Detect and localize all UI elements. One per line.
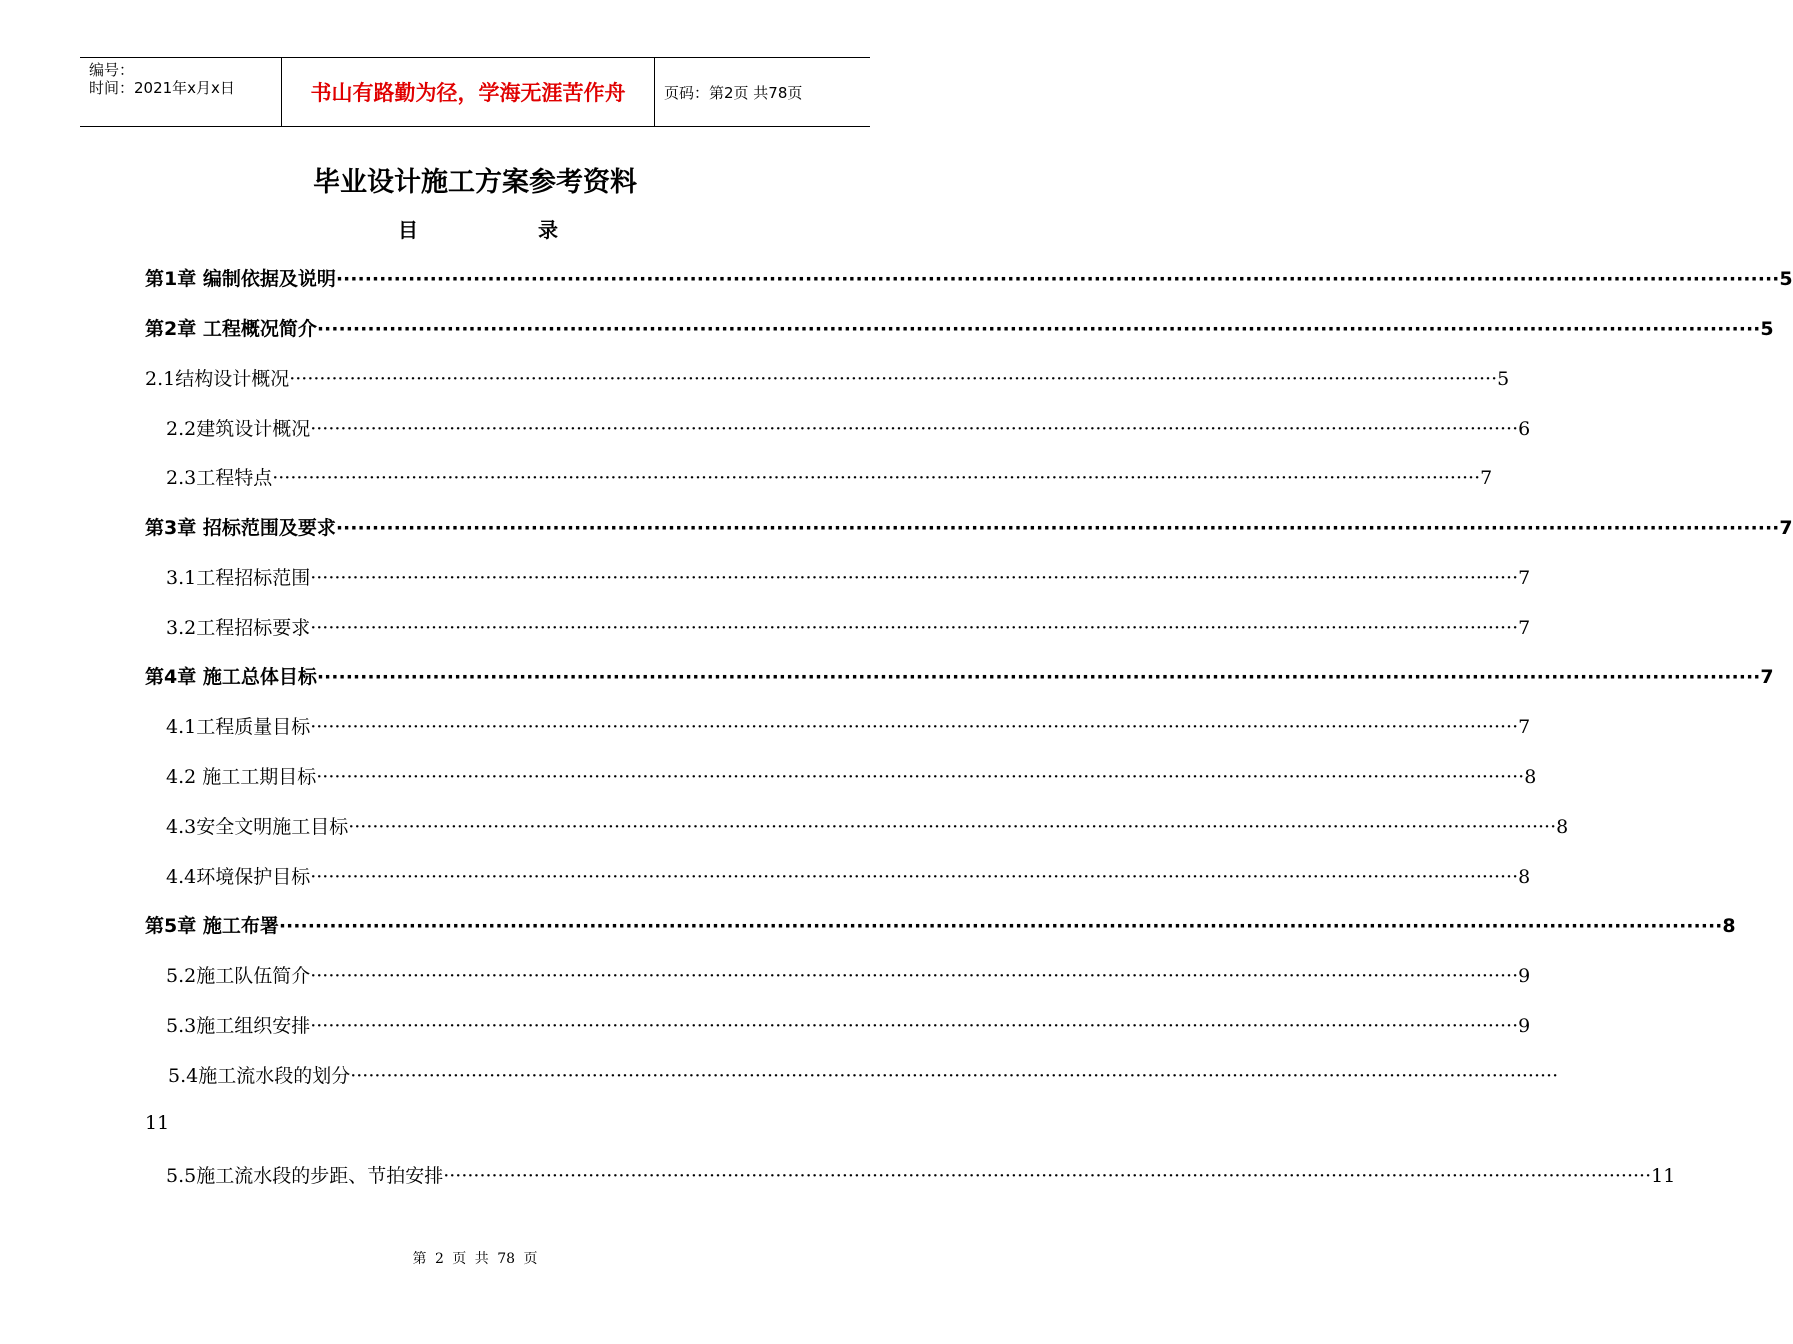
toc-entry-label: 4.1工程质量目标 <box>166 716 311 738</box>
toc-leader-dots: ········································································································································································································ <box>278 915 1723 937</box>
toc-entry[interactable] <box>145 911 1736 941</box>
toc-entry-page: 7 <box>1518 617 1531 639</box>
document-title: 毕业设计施工方案参考资料 <box>313 167 637 198</box>
toc-entry-label: 4.2 施工工期目标 <box>166 766 317 788</box>
header-motto: 书山有路勤为径，学海无涯苦作舟 <box>281 58 655 126</box>
toc-entry-label: 2.3工程特点 <box>166 467 273 489</box>
toc-leader-dots: ········································································································································································································ <box>310 716 1519 738</box>
toc-entry-label: 第4章 施工总体目标 <box>145 666 317 688</box>
toc-entry[interactable] <box>166 463 1493 493</box>
toc-entry-page: 5 <box>1497 368 1510 390</box>
toc-entry-page: 7 <box>1779 517 1793 539</box>
page-footer: 第 2 页 共 78 页 <box>412 1251 538 1267</box>
toc-entry[interactable] <box>168 1061 1559 1091</box>
toc-entry[interactable] <box>145 364 1510 394</box>
toc-wrapped-page-number: 11 <box>145 1112 170 1134</box>
toc-entry-label: 3.2工程招标要求 <box>166 617 311 639</box>
toc-leader-dots: ········································································································································································································ <box>310 866 1519 888</box>
toc-entry-page: 9 <box>1518 1015 1531 1037</box>
toc-entry[interactable] <box>145 513 1793 543</box>
toc-entry-page: 8 <box>1556 816 1569 838</box>
toc-entry[interactable] <box>166 862 1531 892</box>
toc-leader-dots: ········································································································································································································ <box>310 965 1519 987</box>
toc-entry-label: 4.3安全文明施工目标 <box>166 816 349 838</box>
toc-entry-page: 7 <box>1480 467 1493 489</box>
toc-entry[interactable] <box>166 563 1531 593</box>
toc-heading-char-1: 目 <box>398 218 418 242</box>
toc-entry-label: 5.3施工组织安排 <box>166 1015 311 1037</box>
toc-entry[interactable] <box>166 414 1531 444</box>
toc-entry-label: 第5章 施工布署 <box>145 915 279 937</box>
toc-leader-dots: ········································································································································································································ <box>272 467 1481 489</box>
toc-entry-page: 7 <box>1518 716 1531 738</box>
toc-entry[interactable] <box>145 264 1793 294</box>
toc-entry[interactable] <box>166 712 1531 742</box>
toc-entry-page: 8 <box>1518 866 1531 888</box>
toc-leader-dots: ········································································································································································································ <box>316 766 1525 788</box>
toc-entry[interactable] <box>145 314 1774 344</box>
toc-entry-label: 第2章 工程概况简介 <box>145 318 317 340</box>
toc-leader-dots: ········································································································································································································ <box>310 567 1519 589</box>
toc-entry-label: 4.4环境保护目标 <box>166 866 311 888</box>
toc-leader-dots: ········································································································································································································ <box>289 368 1498 390</box>
toc-leader-dots: ········································································································································································································ <box>348 816 1557 838</box>
toc-entry-label: 5.4施工流水段的划分 <box>168 1065 351 1087</box>
toc-entry-page: 6 <box>1518 418 1531 440</box>
toc-entry-page: 7 <box>1518 567 1531 589</box>
toc-entry-label: 3.1工程招标范围 <box>166 567 311 589</box>
toc-leader-dots: ········································································································································································································ <box>335 268 1780 290</box>
toc-heading-char-2: 录 <box>538 218 558 242</box>
document-number-label: 编号： <box>89 61 135 79</box>
toc-leader-dots: ········································································································································································································ <box>350 1065 1559 1087</box>
toc-entry-label: 第1章 编制依据及说明 <box>145 268 336 290</box>
toc-entry-page: 5 <box>1760 318 1774 340</box>
toc-entry-page: 5 <box>1779 268 1793 290</box>
document-time-label: 时间：2021年x月x日 <box>89 79 235 97</box>
toc-leader-dots: ········································································································································································································ <box>310 617 1519 639</box>
toc-entry[interactable] <box>166 961 1531 991</box>
toc-leader-dots: ········································································································································································································ <box>310 418 1519 440</box>
toc-entry[interactable] <box>145 662 1774 692</box>
toc-entry[interactable] <box>166 1161 1676 1191</box>
toc-entry-page: 9 <box>1518 965 1531 987</box>
toc-entry-label: 第3章 招标范围及要求 <box>145 517 336 539</box>
toc-leader-dots: ········································································································································································································ <box>316 318 1761 340</box>
toc-entry-page: 8 <box>1524 766 1537 788</box>
toc-entry-label: 2.2建筑设计概况 <box>166 418 311 440</box>
toc-entry-page: 8 <box>1722 915 1736 937</box>
toc-entry[interactable] <box>166 1011 1531 1041</box>
toc-leader-dots: ········································································································································································································ <box>335 517 1780 539</box>
toc-entry-label: 5.5施工流水段的步距、节拍安排 <box>166 1165 444 1187</box>
toc-leader-dots: ········································································································································································································ <box>310 1015 1519 1037</box>
toc-entry-page: 11 <box>1651 1165 1676 1187</box>
toc-entry-page: 7 <box>1760 666 1774 688</box>
toc-entry-label: 2.1结构设计概况 <box>145 368 290 390</box>
toc-leader-dots: ········································································································································································································ <box>443 1165 1652 1187</box>
toc-entry-label: 5.2施工队伍简介 <box>166 965 311 987</box>
toc-entry[interactable] <box>166 812 1569 842</box>
toc-entry[interactable] <box>166 613 1531 643</box>
toc-leader-dots: ········································································································································································································ <box>316 666 1761 688</box>
header-page-info: 页码：第2页 共78页 <box>664 83 803 102</box>
toc-entry[interactable] <box>166 762 1537 792</box>
